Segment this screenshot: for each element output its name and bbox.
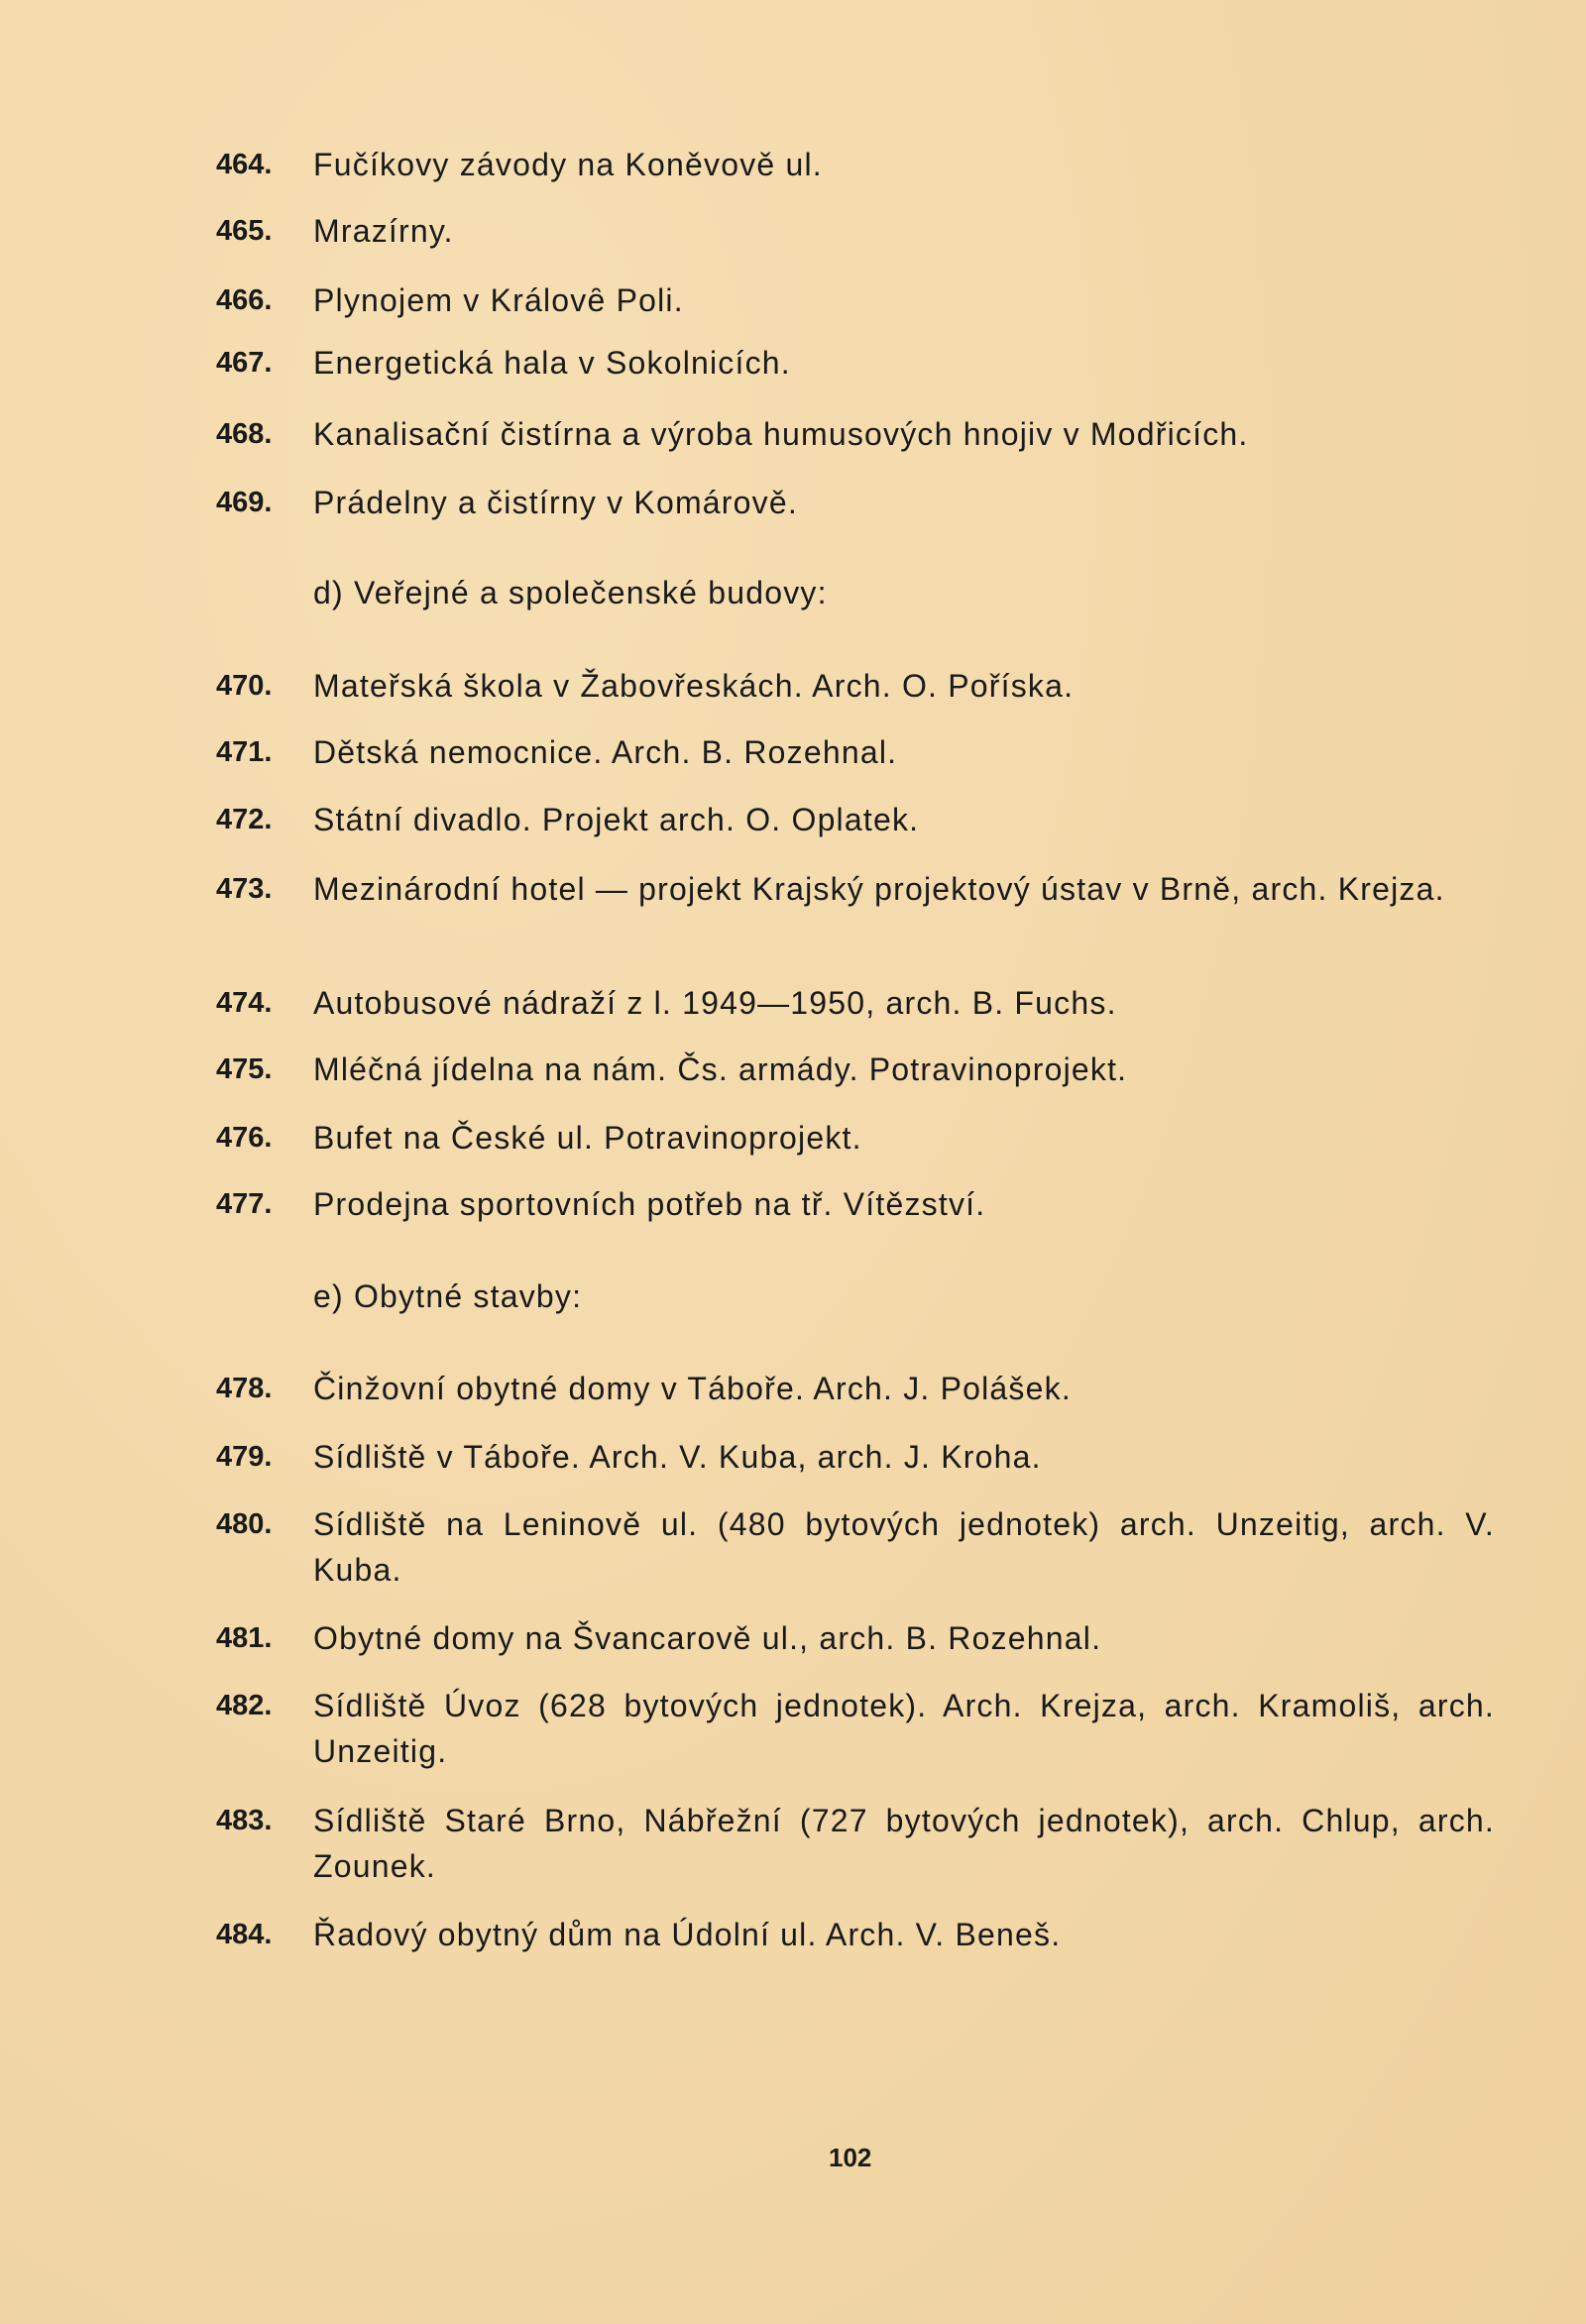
entry-number: 467. <box>216 347 273 379</box>
entry-number: 481. <box>216 1622 273 1654</box>
entry-text: Autobusové nádraží z l. 1949—1950, arch. B. Fuchs. <box>313 985 1117 1021</box>
entry-number: 468. <box>216 418 273 450</box>
entry-number: 466. <box>216 284 273 316</box>
entry-text: Sídliště Staré Brno, Nábřežní (727 bytových jednotek), arch. Chlup, arch. Zounek. <box>313 1803 1495 1884</box>
entry-text: Plynojem v Královȇ Poli. <box>313 282 684 318</box>
entry-text: Mezinárodní hotel — projekt Krajský projektový ústav v Brně, arch. Krejza. <box>313 871 1445 907</box>
entry-number: 472. <box>216 804 273 835</box>
entry-text: Řadový obytný dům na Údolní ul. Arch. V. Beneš. <box>313 1917 1062 1952</box>
entry-number: 473. <box>216 873 273 905</box>
section-heading-text: e) Obytné stavby: <box>313 1278 583 1314</box>
entry-text: Mléčná jídelna na nám. Čs. armády. Potravinoprojekt. <box>313 1051 1128 1087</box>
entry-number: 483. <box>216 1805 273 1836</box>
entry-text: Prodejna sportovních potřeb na tř. Vítězství. <box>313 1186 986 1222</box>
entry-text: Fučíkovy závody na Koněvově ul. <box>313 147 823 182</box>
entry-text: Mateřská škola v Žabovřeskách. Arch. O. Poříska. <box>313 668 1075 704</box>
entry-number: 484. <box>216 1919 273 1950</box>
entry-number: 471. <box>216 736 273 768</box>
entry-number: 479. <box>216 1441 273 1473</box>
entry-text: Mrazírny. <box>313 213 454 249</box>
page-number: 102 <box>829 2143 872 2172</box>
entry-number: 469. <box>216 487 273 518</box>
entry-number: 464. <box>216 149 273 180</box>
entry-number: 477. <box>216 1188 273 1220</box>
entry-number: 476. <box>216 1122 273 1154</box>
entry-text: Prádelny a čistírny v Komárově. <box>313 485 798 520</box>
entry-number: 478. <box>216 1373 273 1404</box>
entry-number: 465. <box>216 215 273 247</box>
entry-number: 475. <box>216 1053 273 1085</box>
entry-text: Sídliště v Táboře. Arch. V. Kuba, arch. J. Kroha. <box>313 1439 1042 1475</box>
entry-text: Kanalisační čistírna a výroba humusových hnojiv v Modřicích. <box>313 416 1249 452</box>
entry-text: Sídliště Úvoz (628 bytových jednotek). Arch. Krejza, arch. Kramoliš, arch. Unzeitig. <box>313 1688 1495 1769</box>
entry-text: Činžovní obytné domy v Táboře. Arch. J. Polášek. <box>313 1371 1072 1406</box>
entry-text: Obytné domy na Švancarově ul., arch. B. Rozehnal. <box>313 1620 1102 1656</box>
entry-number: 474. <box>216 987 273 1019</box>
entry-number: 470. <box>216 670 273 702</box>
entry-text: Dětská nemocnice. Arch. B. Rozehnal. <box>313 734 898 770</box>
entry-number: 480. <box>216 1508 273 1540</box>
entry-text: Státní divadlo. Projekt arch. O. Oplatek. <box>313 802 920 837</box>
entry-number: 482. <box>216 1690 273 1721</box>
entry-text: Energetická hala v Sokolnicích. <box>313 345 791 381</box>
entry-text: Bufet na České ul. Potravinoprojekt. <box>313 1120 862 1156</box>
entry-text: Sídliště na Leninově ul. (480 bytových jednotek) arch. Unzeitig, arch. V. Kuba. <box>313 1506 1495 1588</box>
section-heading-text: d) Veřejné a společenské budovy: <box>313 575 828 610</box>
